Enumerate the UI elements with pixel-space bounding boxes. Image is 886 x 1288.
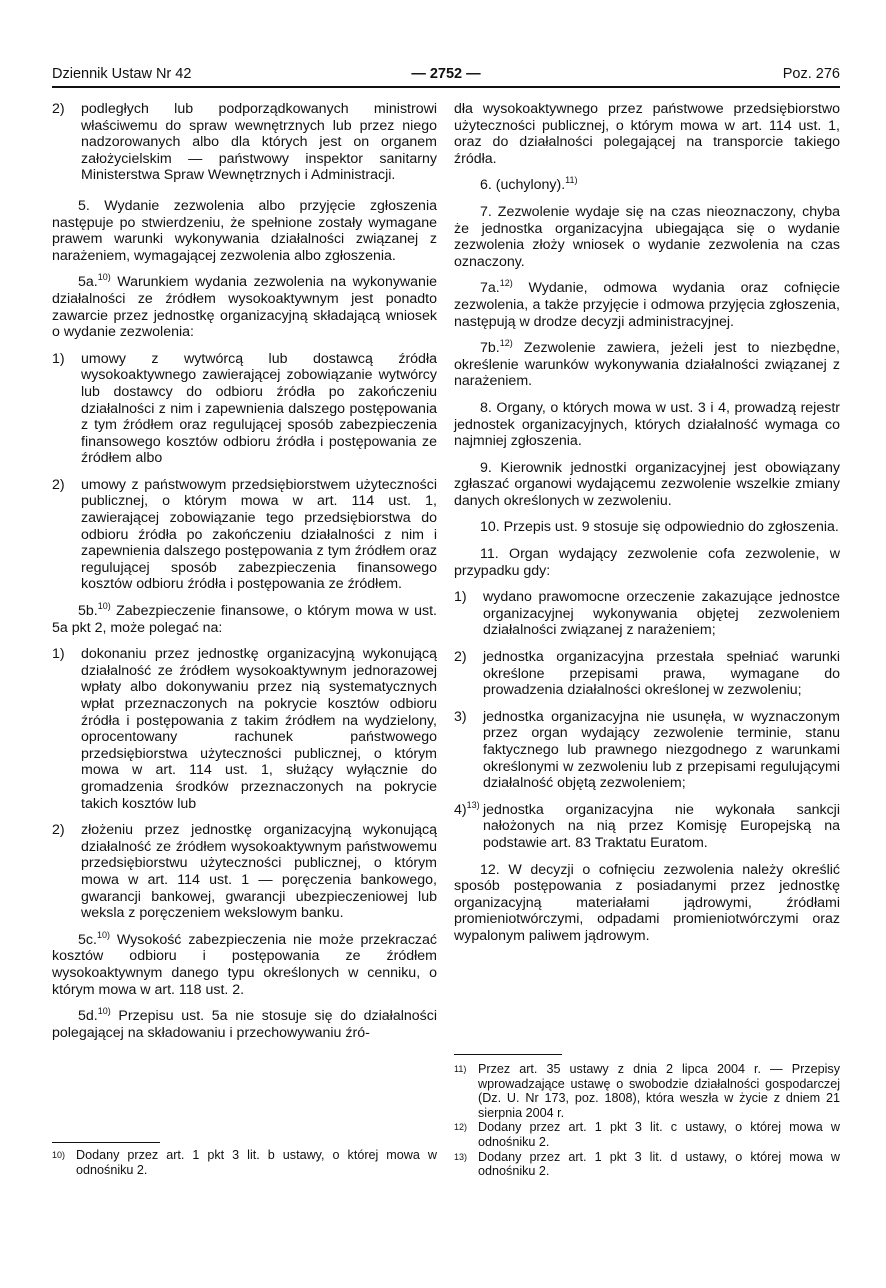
paragraph-8: 8. Organy, o których mowa w ust. 3 i 4, prowadzą rejestr jednostek organizacyjnych, których działalność wymaga co najmniej zgłoszenia. [454, 399, 840, 450]
paragraph-7a [454, 280, 840, 330]
paragraph-label: 5c. [78, 931, 97, 948]
footnote-text: Dodany przez art. 1 pkt 3 lit. d ustawy, o której mowa w odnośniku 2. [478, 1149, 840, 1179]
paragraph-label: 5a. [78, 274, 98, 291]
footnote-number: 13) [454, 1151, 468, 1162]
paragraph-text: Warunkiem wydania zezwolenia na wykonywanie działalności ze źródłem wysokoaktywnym jest ponadto zawarcie przez jednostkę organizacyjną składającą wniosek o wydanie zezwolenia: [52, 274, 437, 341]
left-footnotes [52, 1148, 437, 1177]
paragraph-label: 7a. [480, 280, 500, 297]
footnote-rule [454, 1054, 562, 1055]
list-item [454, 799, 840, 852]
footnote-ref[interactable]: 10) [96, 929, 110, 940]
item-number: 1) [454, 589, 467, 606]
footnote [454, 1150, 840, 1179]
paragraph-7b [454, 340, 840, 390]
header-rule [52, 86, 840, 88]
item-text: złożeniu przez jednostkę organizacyjną wykonującą działalność ze źródłem wysokoaktywnym państwowemu przedsiębiorstwu użyteczności publicznej, o którym mowa w art. 114 ust. 1 — poręczenia bankowego, gwarancji bankowej, gwarancji ubezpieczeniowej lub weksla z poręczeniem wekslowym banku. [81, 822, 437, 922]
right-footnotes [454, 1062, 840, 1179]
page-number: — 2752 — [411, 66, 481, 82]
list-item [454, 649, 840, 699]
list-item [52, 646, 437, 812]
paragraph-5d-continued: dła wysokoaktywnego przez państwowe przedsiębiorstwo użyteczności publicznej, o którym mowa w art. 114 ust. 1, oraz do działalności polegającej na transporcie takiego źródła. [454, 101, 840, 167]
footnote-ref[interactable]: 12) [499, 278, 513, 289]
item-text: umowy z państwowym przedsiębiorstwem użyteczności publicznej, o którym mowa w art. 114 ust. 1, zawierającej zobowiązanie tego przedsiębiorstwa do odbioru źródła po zakończeniu działalności z nim i zapewnienia dalszego postępowania z tym źródłem oraz regulującej sposób zabezpieczenia finansowego kosztów odbioru źródła i postępowania ze źródłem. [81, 476, 437, 593]
footnote [52, 1148, 437, 1177]
footnote-ref[interactable]: 11) [565, 175, 578, 186]
list-item [52, 822, 437, 922]
list-item [52, 101, 437, 184]
paragraph-9: 9. Kierownik jednostki organizacyjnej jest obowiązany zgłaszać organowi wydającemu zezwolenie wszelkie zmiany danych określonych w zezwoleniu. [454, 459, 840, 509]
footnote-text: Dodany przez art. 1 pkt 3 lit. c ustawy, o której mowa w odnośniku 2. [478, 1120, 840, 1149]
paragraph-text: Przepisu ust. 5a nie stosuje się do działalności polegającej na składowaniu i przechowywaniu źró- [52, 1008, 437, 1041]
footnote-number: 12) [454, 1122, 468, 1133]
footnote [454, 1120, 840, 1149]
item-number: 1) [52, 350, 65, 367]
paragraph-5a [52, 274, 437, 340]
right-column [454, 101, 840, 955]
paragraph-7: 7. Zezwolenie wydaje się na czas nieoznaczony, chyba że jednostka organizacyjna ubiegająca się o wydanie zezwolenia złoży wniosek o wydanie zezwolenia na czas oznaczony. [454, 203, 840, 270]
paragraph-11: 11. Organ wydający zezwolenie cofa zezwolenie, w przypadku gdy: [454, 546, 840, 579]
item-text: jednostka organizacyjna nie wykonała sankcji nałożonych na nią przez Komisję Europejską na podstawie art. 83 Traktatu Euratom. [483, 801, 840, 851]
item-text: jednostka organizacyjna nie usunęła, w wyznaczonym przez organ wydający zezwolenie terminie, stanu faktycznego lub prawnego niezgodnego z warunkami określonymi w zezwoleniu lub z przepisami regulującymi działalność objętą zezwoleniem; [483, 708, 840, 792]
footnote-ref[interactable]: 10) [97, 272, 111, 283]
paragraph-label: 5b. [78, 603, 98, 620]
footnote-text: Przez art. 35 ustawy z dnia 2 lipca 2004 r. — Przepisy wprowadzające ustawę o swobodzie działalności gospodarczej (Dz. U. Nr 173, poz. 1808), która weszła w życie z dniem 21 sierpnia 2004 r. [478, 1062, 840, 1120]
list-item [454, 709, 840, 792]
paragraph-10: 10. Przepis ust. 9 stosuje się odpowiednio do zgłoszenia. [480, 519, 839, 536]
item-number: 2) [52, 476, 65, 493]
item-number: 2) [52, 101, 65, 117]
list-item [454, 589, 840, 639]
paragraph-5b [52, 603, 437, 636]
footnote-ref[interactable]: 10) [97, 601, 111, 612]
footnote-number: 11) [454, 1064, 467, 1074]
footnote-ref[interactable]: 10) [97, 1006, 111, 1017]
paragraph-text: Zabezpieczenie finansowe, o którym mowa w ust. 5a pkt 2, może polegać na: [52, 603, 437, 636]
footnote-ref[interactable]: 12) [499, 338, 513, 349]
page-header [52, 64, 840, 86]
footnote-text: Dodany przez art. 1 pkt 3 lit. b ustawy, o której mowa w odnośniku 2. [76, 1148, 437, 1177]
position-number: Poz. 276 [782, 66, 840, 82]
footnote-number: 10) [52, 1150, 66, 1160]
paragraph-label: 7b. [480, 340, 500, 357]
item-number: 2) [52, 822, 65, 839]
paragraph-12: 12. W decyzji o cofnięciu zezwolenia należy określić sposób postępowania z posiadanymi przez jednostkę organizacyjną materiałami jądrowymi, źródłami promieniotwórczymi, odpadami promieniotwórczymi oraz wypalonym paliwem jądrowym. [454, 861, 840, 944]
list-item [52, 477, 437, 593]
footnote-rule [52, 1142, 160, 1143]
paragraph-6 [454, 177, 840, 194]
paragraph-5d [52, 1008, 437, 1041]
paragraph-text: Wydanie, odmowa wydania oraz cofnięcie zezwolenia, a także przyjęcie i odmowa przyjęcia zgłoszenia, następują w drodze decyzji administracyjnej. [454, 280, 840, 330]
item-number: 2) [454, 649, 467, 666]
paragraph-label: 6. (uchylony). [480, 177, 566, 194]
list-item [52, 351, 437, 467]
item-text: umowy z wytwórcą lub dostawcą źródła wysokoaktywnego zawierającej zobowiązanie wytwórcy lub dostawcy do odbioru źródła po zakończeniu działalności z nim i zapewnienia dalszego postępowania z tym źródłem oraz regulującej sposób zabezpieczenia finansowego kosztów odbioru źródła i postępowania ze źródłem albo [81, 350, 437, 467]
item-number [454, 799, 480, 819]
item-text: dokonaniu przez jednostkę organizacyjną wykonującą działalność ze źródłem wysokoaktywnym jednorazowej wpłaty albo dokonywaniu przez nią systematycznych wpłat przeznaczonych na pokrycie kosztów odbioru źródła i postępowania z takim źródłem na wydzielony, oprocentowany rachunek państwowego przedsiębiorstwa użyteczności publicznej, o którym mowa w art. 114 ust. 1, służący wyłącznie do gromadzenia środków przeznaczonych na pokrycie takich kosztów lub [81, 646, 437, 812]
item-text: podległych lub podporządkowanych ministrowi właściwemu do spraw wewnętrznych lub przez niego nadzorowanych albo dla których jest on organem założycielskim — państwowy inspektor sanitarny Ministerstwa Spraw Wewnętrznych i Administracji. [81, 101, 437, 184]
item-number-text: 4) [454, 801, 467, 818]
item-text: wydano prawomocne orzeczenie zakazujące jednostce organizacyjnej wykonywania objętej zezwoleniem działalności związanej z narażeniem; [483, 589, 840, 639]
left-column [52, 101, 437, 1051]
item-number: 1) [52, 646, 65, 663]
paragraph-5: 5. Wydanie zezwolenia albo przyjęcie zgłoszenia następuje po stwierdzeniu, że spełnione zostały wymagane prawem warunki wykonywania działalności związanej z narażeniem, wymagającej zezwolenia albo zgłoszenia. [52, 197, 437, 264]
journal-title: Dziennik Ustaw Nr 42 [52, 66, 192, 82]
paragraph-text: Wysokość zabezpieczenia nie może przekraczać kosztów odbioru i postępowania ze źródłem wysokoaktywnym danego typu określonych w cenniku, o którym mowa w art. 118 ust. 2. [52, 931, 437, 998]
item-number: 3) [454, 708, 467, 725]
paragraph-5c [52, 929, 437, 998]
paragraph-text: Zezwolenie zawiera, jeżeli jest to niezbędne, określenie warunków wykonywania działalności związanej z narażeniem. [454, 340, 840, 390]
item-text: jednostka organizacyjna przestała spełniać warunki określone przepisami prawa, wymagane do prowadzenia działalności określonej w zezwoleniu; [483, 649, 840, 699]
footnote-ref[interactable]: 13) [466, 799, 480, 810]
footnote [454, 1062, 840, 1120]
paragraph-label: 5d. [78, 1008, 98, 1025]
